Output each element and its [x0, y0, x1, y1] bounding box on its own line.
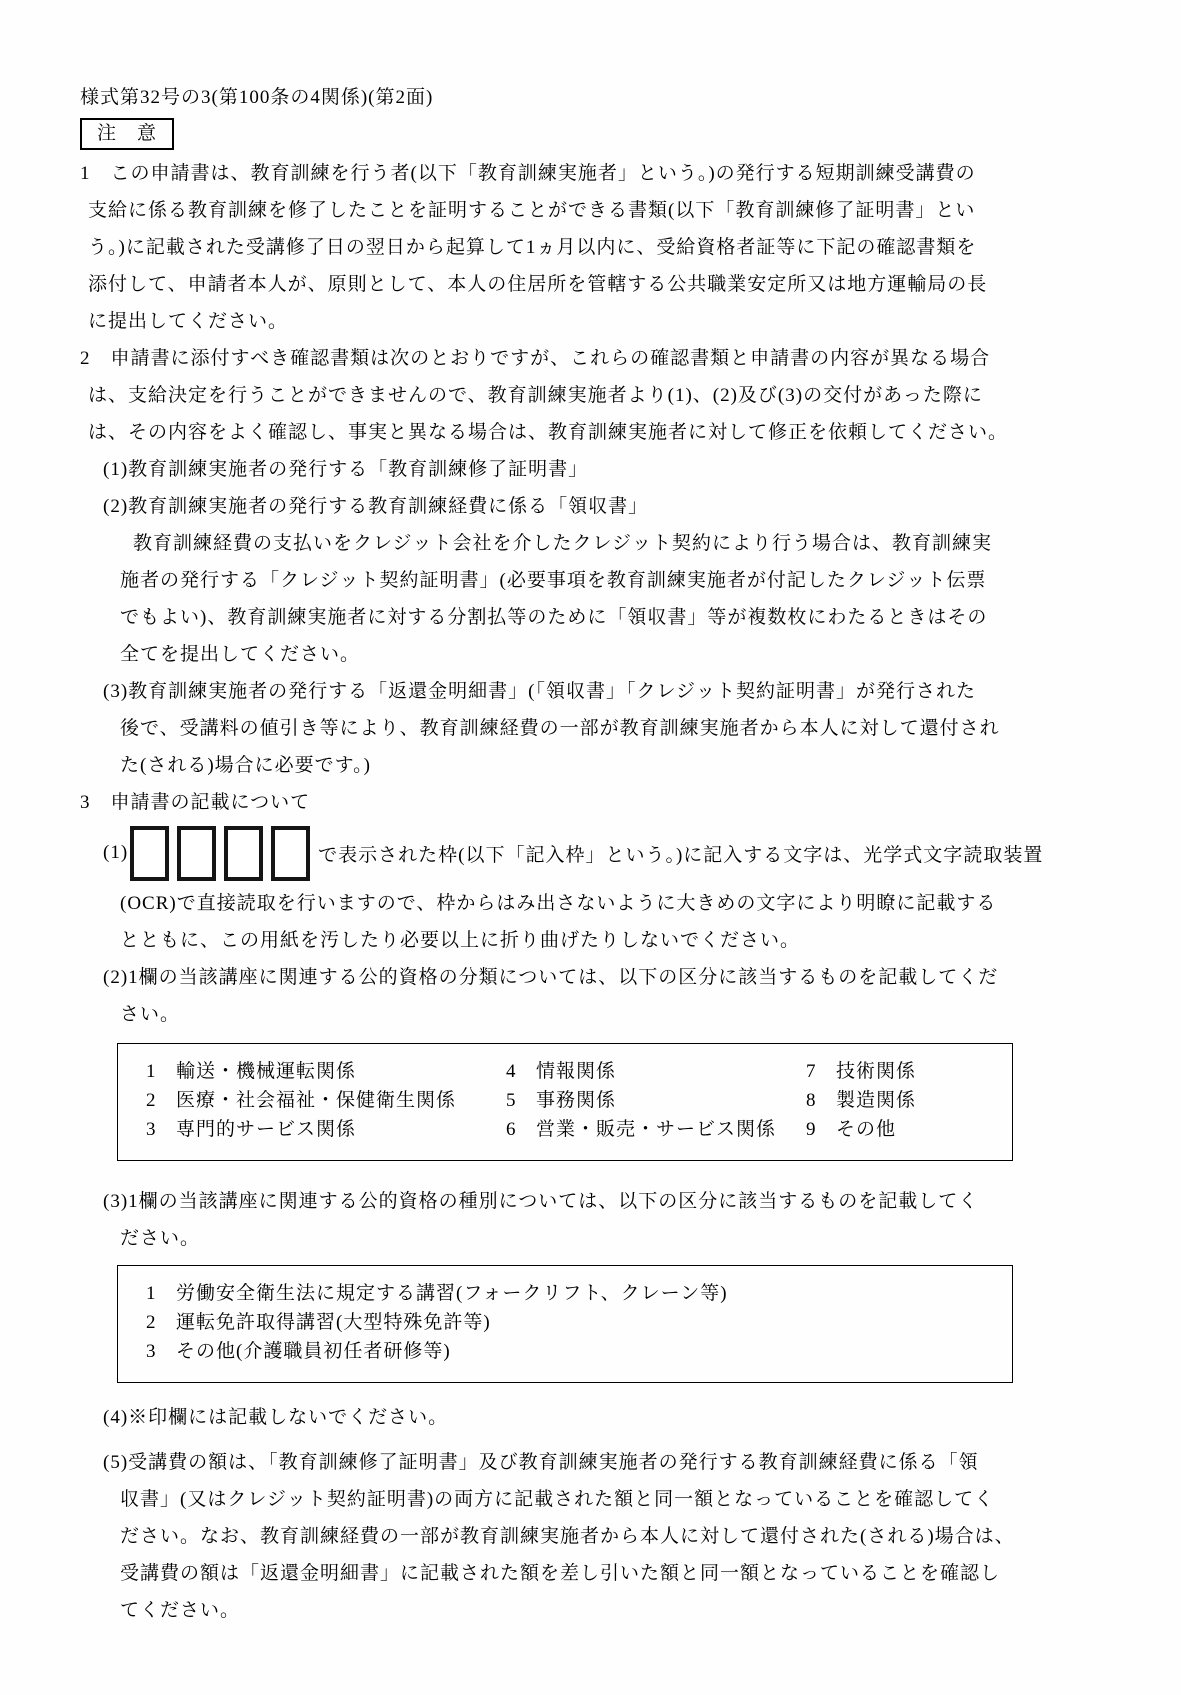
item-number: 5 [506, 1090, 517, 1111]
item-label: 専門的サービス関係 [176, 1119, 357, 1140]
sub4-line: (4)※印欄には記載しないでください。 [103, 1407, 449, 1428]
section2-line: は、支給決定を行うことができませんので、教育訓練実施者より(1)、(2)及び(3)の交付があった際に [88, 385, 983, 406]
section2-sub2: (2)教育訓練実施者の発行する教育訓練経費に係る「領収書」 [103, 496, 649, 517]
sub5-line: 受講費の額は「返還金明細書」に記載された額を差し引いた額と同一額となっていることを確認し [120, 1563, 1001, 1584]
section2-sub2-note-line: 全てを提出してください。 [120, 644, 361, 665]
section2-sub2-note-line: でもよい)、教育訓練実施者に対する分割払等のために「領収書」等が複数枚にわたるときはその [120, 607, 988, 628]
section1-line: に提出してください。 [88, 311, 289, 332]
item-label: 営業・販売・サービス関係 [536, 1119, 777, 1140]
sub1-marker: (1) [103, 842, 129, 863]
entry-frame-box [224, 826, 263, 881]
item-number: 4 [506, 1061, 517, 1082]
item-number: 2 [146, 1312, 157, 1333]
section1-line: 1 この申請書は、教育訓練を行う者(以下「教育訓練実施者」という。)の発行する短期訓練受講費の [80, 163, 976, 184]
sub5-line: ださい。なお、教育訓練経費の一部が教育訓練実施者から本人に対して還付された(される)場合は、 [120, 1526, 1015, 1547]
item-number: 9 [806, 1119, 817, 1140]
sub1-cont-line: (OCR)で直接読取を行いますので、枠からはみ出さないように大きめの文字により明瞭に記載する [120, 893, 997, 914]
type-row [118, 1337, 1012, 1366]
sub3-line: ださい。 [120, 1228, 201, 1249]
item-number: 2 [146, 1090, 157, 1111]
sub3-line: (3)1欄の当該講座に関連する公的資格の種別については、以下の区分に該当するものを記載してく [103, 1191, 979, 1212]
notice-box [80, 118, 174, 150]
section2-sub1: (1)教育訓練実施者の発行する「教育訓練修了証明書」 [103, 459, 589, 480]
item-label: その他 [836, 1119, 897, 1140]
classification-row [118, 1086, 1012, 1115]
section2-sub3-line: た(される)場合に必要です。) [120, 755, 371, 776]
item-number: 6 [506, 1119, 517, 1140]
section2-sub3-line: (3)教育訓練実施者の発行する「返還金明細書」(「領収書」「クレジット契約証明書」が発行された [103, 681, 977, 702]
item-label: 事務関係 [536, 1090, 617, 1111]
section2-sub3-line: 後で、受講料の値引き等により、教育訓練経費の一部が教育訓練実施者から本人に対して還付され [120, 718, 1000, 739]
classification-row [118, 1057, 1012, 1086]
section2-sub2-note-line: 教育訓練経費の支払いをクレジット会社を介したクレジット契約により行う場合は、教育訓練実 [133, 533, 993, 554]
item-number: 3 [146, 1341, 157, 1362]
item-number: 8 [806, 1090, 817, 1111]
form-number: 様式第32号の3(第100条の4関係)(第2面) [80, 87, 434, 108]
entry-frame-box [130, 826, 169, 881]
type-row [118, 1308, 1012, 1337]
section1-line: 添付して、申請者本人が、原則として、本人の住居所を管轄する公共職業安定所又は地方運輸局の長 [88, 274, 988, 295]
entry-frame-box [177, 826, 216, 881]
sub2-line: さい。 [120, 1004, 181, 1025]
section1-line: う。)に記載された受講修了日の翌日から起算して1ヵ月以内に、受給資格者証等に下記の確認書類を [88, 237, 977, 258]
sub5-line: 収書」(又はクレジット契約証明書)の両方に記載された額と同一額となっていることを確認してく [120, 1489, 995, 1510]
sub1-text: で表示された枠(以下「記入枠」という。)に記入する文字は、光学式文字読取装置 [318, 844, 1044, 866]
section2-sub2-note-line: 施者の発行する「クレジット契約証明書」(必要事項を教育訓練実施者が付記したクレジット伝票 [120, 570, 987, 591]
type-box [117, 1265, 1013, 1383]
sub5-line: てください。 [120, 1600, 241, 1621]
sub2-line: (2)1欄の当該講座に関連する公的資格の分類については、以下の区分に該当するものを記載してくだ [103, 967, 999, 988]
section2-line: 2 申請書に添付すべき確認書類は次のとおりですが、これらの確認書類と申請書の内容が異なる場合 [80, 348, 991, 369]
item-number: 3 [146, 1119, 157, 1140]
item-label: 技術関係 [836, 1061, 917, 1082]
item-label: 製造関係 [836, 1090, 917, 1111]
type-row [118, 1279, 1012, 1308]
entry-frame-box [271, 826, 310, 881]
ocr-frame-line [80, 821, 1121, 885]
sub1-cont-line: とともに、この用紙を汚したり必要以上に折り曲げたりしないでください。 [120, 930, 801, 951]
item-label: 輸送・機械運転関係 [176, 1061, 357, 1082]
item-number: 1 [146, 1283, 157, 1304]
section2-line: は、その内容をよく確認し、事実と異なる場合は、教育訓練実施者に対して修正を依頼してください。 [88, 422, 1009, 443]
item-label: 労働安全衛生法に規定する講習(フォークリフト、クレーン等) [176, 1283, 728, 1304]
section3-title: 3 申請書の記載について [80, 792, 311, 813]
sub5-line: (5)受講費の額は、「教育訓練修了証明書」及び教育訓練実施者の発行する教育訓練経費に係る「領 [103, 1452, 979, 1473]
item-number: 7 [806, 1061, 817, 1082]
item-label: その他(介護職員初任者研修等) [176, 1341, 451, 1362]
item-label: 運転免許取得講習(大型特殊免許等) [176, 1312, 491, 1333]
item-label: 医療・社会福祉・保健衛生関係 [176, 1090, 457, 1111]
classification-row [118, 1115, 1012, 1144]
item-label: 情報関係 [536, 1061, 617, 1082]
classification-box [117, 1043, 1013, 1161]
notice-label: 注 意 [97, 123, 158, 144]
section1-line: 支給に係る教育訓練を修了したことを証明することができる書類(以下「教育訓練修了証明書」とい [88, 200, 976, 221]
item-number: 1 [146, 1061, 157, 1082]
